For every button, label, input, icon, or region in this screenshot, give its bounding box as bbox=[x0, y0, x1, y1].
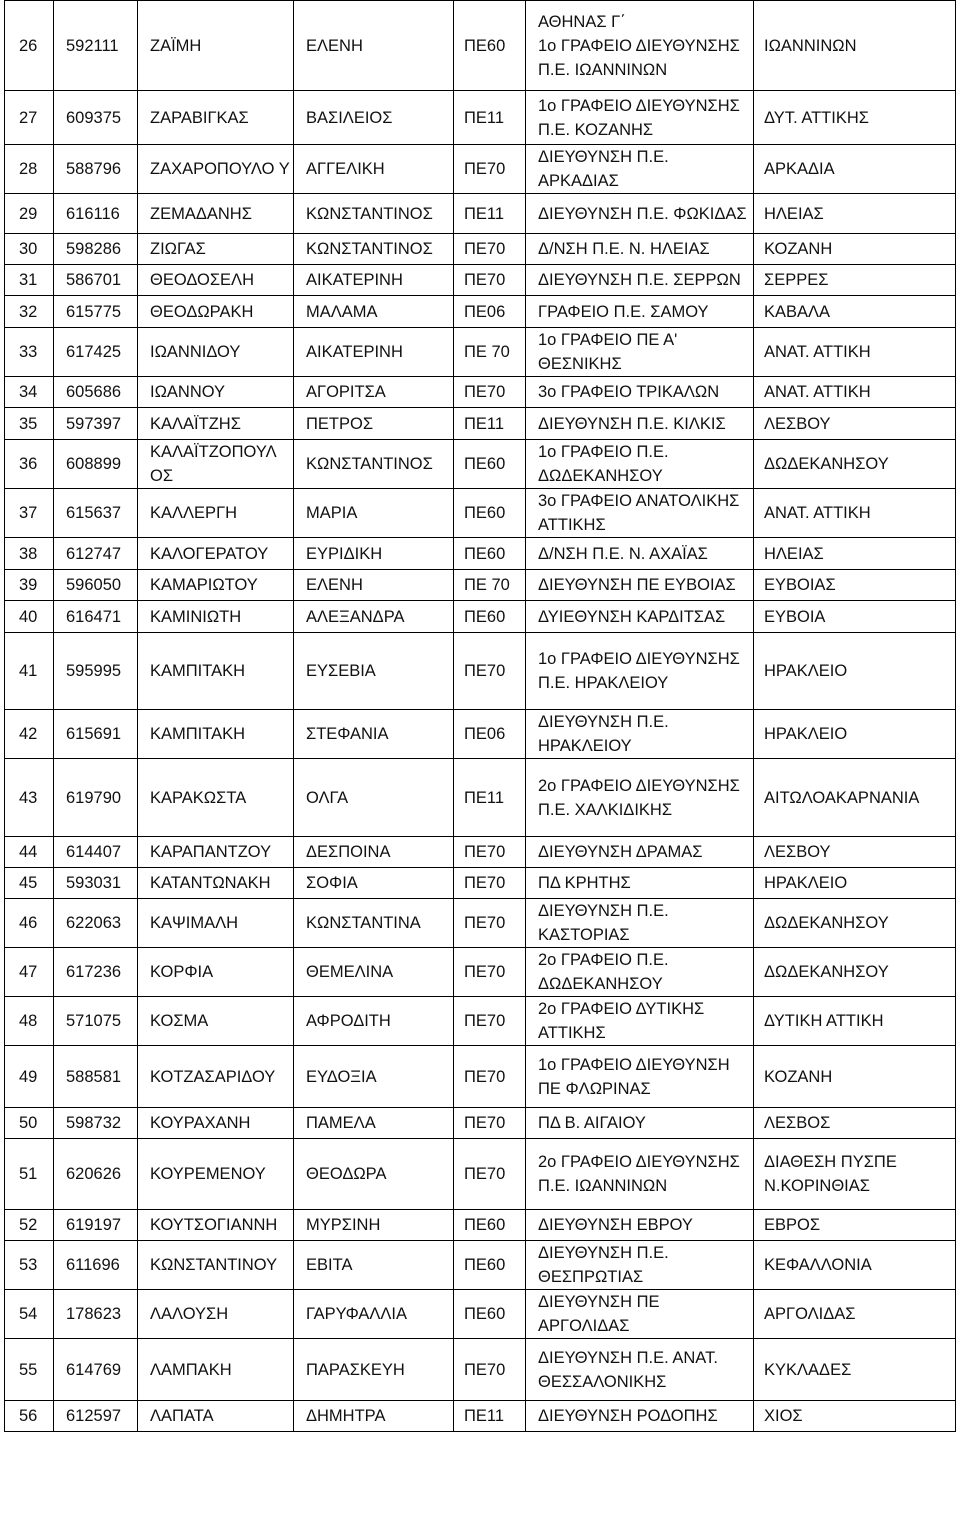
cell-num: 53 bbox=[5, 1241, 54, 1290]
cell-num: 55 bbox=[5, 1339, 54, 1401]
cell-spec: ΠΕ60 bbox=[454, 489, 526, 538]
cell-num: 28 bbox=[5, 145, 54, 194]
table-row bbox=[5, 759, 956, 837]
cell-to: ΛΕΣΒΟΥ bbox=[754, 408, 956, 440]
table-row bbox=[5, 489, 956, 538]
cell-to: ΚΟΖΑΝΗ bbox=[754, 234, 956, 265]
cell-name: ΚΩΝΣΤΑΝΤΙΝΟΣ bbox=[294, 194, 454, 234]
cell-num: 39 bbox=[5, 570, 54, 601]
cell-surname: ΙΩΑΝΝΙΔΟΥ bbox=[138, 328, 294, 377]
cell-from: 3ο ΓΡΑΦΕΙΟ ΤΡΙΚΑΛΩΝ bbox=[526, 377, 754, 408]
cell-from: ΔΙΕΥΘΥΝΣΗ Π.Ε. ΗΡΑΚΛΕΙΟΥ bbox=[526, 710, 754, 759]
cell-spec: ΠΕ11 bbox=[454, 1401, 526, 1432]
cell-code: 615637 bbox=[54, 489, 138, 538]
table-row bbox=[5, 1241, 956, 1290]
table-row bbox=[5, 1339, 956, 1401]
cell-to: ΗΡΑΚΛΕΙΟ bbox=[754, 633, 956, 710]
cell-spec: ΠΕ70 bbox=[454, 1339, 526, 1401]
table-row bbox=[5, 899, 956, 948]
cell-to: ΣΕΡΡΕΣ bbox=[754, 265, 956, 296]
cell-spec: ΠΕ06 bbox=[454, 710, 526, 759]
cell-from: 1ο ΓΡΑΦΕΙΟ ΔΙΕΥΘΥΝΣΗ ΠΕ ΦΛΩΡΙΝΑΣ bbox=[526, 1046, 754, 1108]
cell-num: 51 bbox=[5, 1139, 54, 1210]
cell-surname: ΖΑΪΜΗ bbox=[138, 1, 294, 91]
cell-spec: ΠΕ60 bbox=[454, 1241, 526, 1290]
table-row bbox=[5, 194, 956, 234]
cell-code: 622063 bbox=[54, 899, 138, 948]
cell-to: ΑΝΑΤ. ΑΤΤΙΚΗ bbox=[754, 377, 956, 408]
cell-num: 38 bbox=[5, 538, 54, 570]
table-row bbox=[5, 1290, 956, 1339]
table-row bbox=[5, 1046, 956, 1108]
cell-from: ΠΔ ΚΡΗΤΗΣ bbox=[526, 868, 754, 899]
cell-name: ΕΛΕΝΗ bbox=[294, 1, 454, 91]
cell-to: ΔΥΤΙΚΗ ΑΤΤΙΚΗ bbox=[754, 997, 956, 1046]
table-row bbox=[5, 633, 956, 710]
cell-spec: ΠΕ70 bbox=[454, 234, 526, 265]
cell-to: ΗΡΑΚΛΕΙΟ bbox=[754, 710, 956, 759]
cell-code: 596050 bbox=[54, 570, 138, 601]
cell-surname: ΚΑΡΑΚΩΣΤΑ bbox=[138, 759, 294, 837]
cell-spec: ΠΕ70 bbox=[454, 899, 526, 948]
cell-to: ΔΥΤ. ΑΤΤΙΚΗΣ bbox=[754, 91, 956, 145]
cell-to: ΚΕΦΑΛΛΟΝΙΑ bbox=[754, 1241, 956, 1290]
cell-spec: ΠΕ70 bbox=[454, 265, 526, 296]
cell-from: ΔΙΕΥΘΥΝΣΗ Π.Ε. ΚΙΛΚΙΣ bbox=[526, 408, 754, 440]
cell-surname: ΙΩΑΝΝΟΥ bbox=[138, 377, 294, 408]
cell-name: ΑΓΟΡΙΤΣΑ bbox=[294, 377, 454, 408]
cell-from: ΔΙΕΥΘΥΝΣΗ ΔΡΑΜΑΣ bbox=[526, 837, 754, 868]
cell-surname: ΚΟΣΜΑ bbox=[138, 997, 294, 1046]
cell-code: 611696 bbox=[54, 1241, 138, 1290]
cell-code: 588581 bbox=[54, 1046, 138, 1108]
cell-surname: ΖΑΧΑΡΟΠΟΥΛΟ Υ bbox=[138, 145, 294, 194]
table-row bbox=[5, 1401, 956, 1432]
cell-to: ΕΥΒΟΙΑΣ bbox=[754, 570, 956, 601]
cell-spec: ΠΕ70 bbox=[454, 1139, 526, 1210]
cell-surname: ΚΑΨΙΜΑΛΗ bbox=[138, 899, 294, 948]
cell-code: 592111 bbox=[54, 1, 138, 91]
cell-num: 47 bbox=[5, 948, 54, 997]
cell-spec: ΠΕ70 bbox=[454, 377, 526, 408]
cell-surname: ΚΟΤΖΑΣΑΡΙΔΟΥ bbox=[138, 1046, 294, 1108]
cell-code: 615691 bbox=[54, 710, 138, 759]
cell-surname: ΚΟΥΡΕΜΕΝΟΥ bbox=[138, 1139, 294, 1210]
cell-to: ΛΕΣΒΟΣ bbox=[754, 1108, 956, 1139]
cell-code: 616471 bbox=[54, 601, 138, 633]
cell-to: ΧΙΟΣ bbox=[754, 1401, 956, 1432]
cell-code: 609375 bbox=[54, 91, 138, 145]
cell-code: 586701 bbox=[54, 265, 138, 296]
cell-name: ΘΕΜΕΛΙΝΑ bbox=[294, 948, 454, 997]
cell-surname: ΚΑΜΑΡΙΩΤΟΥ bbox=[138, 570, 294, 601]
cell-name: ΓΑΡΥΦΑΛΛΙΑ bbox=[294, 1290, 454, 1339]
cell-to: ΔΩΔΕΚΑΝΗΣΟΥ bbox=[754, 899, 956, 948]
cell-num: 48 bbox=[5, 997, 54, 1046]
cell-from: 2ο ΓΡΑΦΕΙΟ ΔΙΕΥΘΥΝΣΗΣ Π.Ε. ΧΑΛΚΙΔΙΚΗΣ bbox=[526, 759, 754, 837]
table-row bbox=[5, 296, 956, 328]
cell-surname: ΛΑΠΑΤΑ bbox=[138, 1401, 294, 1432]
cell-num: 56 bbox=[5, 1401, 54, 1432]
cell-name: ΕΛΕΝΗ bbox=[294, 570, 454, 601]
table-row bbox=[5, 837, 956, 868]
cell-spec: ΠΕ60 bbox=[454, 1290, 526, 1339]
cell-num: 42 bbox=[5, 710, 54, 759]
table-row bbox=[5, 710, 956, 759]
cell-to: ΑΡΓΟΛΙΔΑΣ bbox=[754, 1290, 956, 1339]
cell-num: 50 bbox=[5, 1108, 54, 1139]
cell-name: ΕΥΔΟΞΙΑ bbox=[294, 1046, 454, 1108]
cell-from: ΔΙΕΥΘΥΝΣΗ Π.Ε. ΦΩΚΙΔΑΣ bbox=[526, 194, 754, 234]
cell-from: 2ο ΓΡΑΦΕΙΟ ΔΙΕΥΘΥΝΣΗΣ Π.Ε. ΙΩΑΝΝΙΝΩΝ bbox=[526, 1139, 754, 1210]
table-row bbox=[5, 234, 956, 265]
cell-num: 37 bbox=[5, 489, 54, 538]
cell-name: ΒΑΣΙΛΕΙΟΣ bbox=[294, 91, 454, 145]
cell-code: 598286 bbox=[54, 234, 138, 265]
cell-code: 588796 bbox=[54, 145, 138, 194]
cell-from: Δ/ΝΣΗ Π.Ε. Ν. ΗΛΕΙΑΣ bbox=[526, 234, 754, 265]
cell-to: ΔΩΔΕΚΑΝΗΣΟΥ bbox=[754, 440, 956, 489]
cell-code: 571075 bbox=[54, 997, 138, 1046]
cell-from: 1ο ΓΡΑΦΕΙΟ ΠΕ Α' ΘΕΣΝΙΚΗΣ bbox=[526, 328, 754, 377]
cell-spec: ΠΕ11 bbox=[454, 759, 526, 837]
table-row bbox=[5, 601, 956, 633]
cell-spec: ΠΕ11 bbox=[454, 194, 526, 234]
cell-name: ΘΕΟΔΩΡΑ bbox=[294, 1139, 454, 1210]
cell-surname: ΖΙΩΓΑΣ bbox=[138, 234, 294, 265]
cell-surname: ΛΑΛΟΥΣΗ bbox=[138, 1290, 294, 1339]
cell-to: ΚΑΒΑΛΑ bbox=[754, 296, 956, 328]
cell-surname: ΚΟΥΤΣΟΓΙΑΝΝΗ bbox=[138, 1210, 294, 1241]
cell-to: ΕΒΡΟΣ bbox=[754, 1210, 956, 1241]
cell-num: 44 bbox=[5, 837, 54, 868]
cell-code: 595995 bbox=[54, 633, 138, 710]
cell-from: ΔΙΕΥΘΥΝΣΗ ΡΟΔΟΠΗΣ bbox=[526, 1401, 754, 1432]
cell-name: ΚΩΝΣΤΑΝΤΙΝΟΣ bbox=[294, 234, 454, 265]
table-row bbox=[5, 91, 956, 145]
cell-surname: ΚΟΡΦΙΑ bbox=[138, 948, 294, 997]
cell-from: 2ο ΓΡΑΦΕΙΟ Π.Ε. ΔΩΔΕΚΑΝΗΣΟΥ bbox=[526, 948, 754, 997]
cell-from: 1ο ΓΡΑΦΕΙΟ Π.Ε. ΔΩΔΕΚΑΝΗΣΟΥ bbox=[526, 440, 754, 489]
cell-surname: ΚΟΥΡΑΧΑΝΗ bbox=[138, 1108, 294, 1139]
cell-code: 619790 bbox=[54, 759, 138, 837]
table-row bbox=[5, 570, 956, 601]
cell-name: ΣΟΦΙΑ bbox=[294, 868, 454, 899]
cell-num: 35 bbox=[5, 408, 54, 440]
cell-name: ΜΑΛΑΜΑ bbox=[294, 296, 454, 328]
cell-name: ΑΦΡΟΔΙΤΗ bbox=[294, 997, 454, 1046]
cell-surname: ΚΑΛΟΓΕΡΑΤΟΥ bbox=[138, 538, 294, 570]
cell-spec: ΠΕ70 bbox=[454, 633, 526, 710]
cell-name: ΑΙΚΑΤΕΡΙΝΗ bbox=[294, 328, 454, 377]
cell-from: ΔΙΕΥΘΥΝΣΗ ΠΕ ΕΥΒΟΙΑΣ bbox=[526, 570, 754, 601]
cell-name: ΕΒΙΤΑ bbox=[294, 1241, 454, 1290]
cell-code: 614407 bbox=[54, 837, 138, 868]
cell-to: ΕΥΒΟΙΑ bbox=[754, 601, 956, 633]
cell-name: ΕΥΡΙΔΙΚΗ bbox=[294, 538, 454, 570]
cell-to: ΚΥΚΛΑΔΕΣ bbox=[754, 1339, 956, 1401]
cell-from: ΑΘΗΝΑΣ Γ΄ 1ο ΓΡΑΦΕΙΟ ΔΙΕΥΘΥΝΣΗΣ Π.Ε. ΙΩΑΝΝΙΝΩΝ bbox=[526, 1, 754, 91]
cell-code: 608899 bbox=[54, 440, 138, 489]
cell-spec: ΠΕ60 bbox=[454, 1210, 526, 1241]
cell-to: ΗΡΑΚΛΕΙΟ bbox=[754, 868, 956, 899]
cell-spec: ΠΕ60 bbox=[454, 1, 526, 91]
cell-surname: ΚΑΛΑΪΤΖΗΣ bbox=[138, 408, 294, 440]
cell-from: 2ο ΓΡΑΦΕΙΟ ΔΥΤΙΚΗΣ ΑΤΤΙΚΗΣ bbox=[526, 997, 754, 1046]
cell-code: 612747 bbox=[54, 538, 138, 570]
cell-surname: ΚΑΜΙΝΙΩΤΗ bbox=[138, 601, 294, 633]
cell-num: 36 bbox=[5, 440, 54, 489]
cell-to: ΙΩΑΝΝΙΝΩΝ bbox=[754, 1, 956, 91]
cell-name: ΠΑΜΕΛΑ bbox=[294, 1108, 454, 1139]
table-row bbox=[5, 265, 956, 296]
cell-code: 612597 bbox=[54, 1401, 138, 1432]
cell-code: 598732 bbox=[54, 1108, 138, 1139]
cell-from: 3ο ΓΡΑΦΕΙΟ ΑΝΑΤΟΛΙΚΗΣ ΑΤΤΙΚΗΣ bbox=[526, 489, 754, 538]
table-row bbox=[5, 440, 956, 489]
cell-name: ΠΕΤΡΟΣ bbox=[294, 408, 454, 440]
cell-from: 1ο ΓΡΑΦΕΙΟ ΔΙΕΥΘΥΝΣΗΣ Π.Ε. ΗΡΑΚΛΕΙΟΥ bbox=[526, 633, 754, 710]
cell-spec: ΠΕ70 bbox=[454, 868, 526, 899]
cell-surname: ΖΑΡΑΒΙΓΚΑΣ bbox=[138, 91, 294, 145]
cell-to: ΛΕΣΒΟΥ bbox=[754, 837, 956, 868]
transfer-table bbox=[4, 0, 956, 1432]
cell-num: 46 bbox=[5, 899, 54, 948]
cell-name: ΔΕΣΠΟΙΝΑ bbox=[294, 837, 454, 868]
cell-num: 41 bbox=[5, 633, 54, 710]
cell-num: 45 bbox=[5, 868, 54, 899]
cell-name: ΔΗΜΗΤΡΑ bbox=[294, 1401, 454, 1432]
cell-from: ΔΙΕΥΘΥΝΣΗ ΠΕ ΑΡΓΟΛΙΔΑΣ bbox=[526, 1290, 754, 1339]
cell-num: 54 bbox=[5, 1290, 54, 1339]
table-row bbox=[5, 377, 956, 408]
cell-spec: ΠΕ 70 bbox=[454, 570, 526, 601]
cell-name: ΠΑΡΑΣΚΕΥΗ bbox=[294, 1339, 454, 1401]
table-row bbox=[5, 1, 956, 91]
cell-code: 619197 bbox=[54, 1210, 138, 1241]
cell-spec: ΠΕ60 bbox=[454, 601, 526, 633]
cell-surname: ΛΑΜΠΑΚΗ bbox=[138, 1339, 294, 1401]
cell-surname: ΚΩΝΣΤΑΝΤΙΝΟΥ bbox=[138, 1241, 294, 1290]
cell-from: ΔΙΕΥΘΥΝΣΗ Π.Ε. ΑΝΑΤ. ΘΕΣΣΑΛΟΝΙΚΗΣ bbox=[526, 1339, 754, 1401]
cell-to: ΑΡΚΑΔΙΑ bbox=[754, 145, 956, 194]
cell-to: ΗΛΕΙΑΣ bbox=[754, 194, 956, 234]
cell-to: ΑΙΤΩΛΟΑΚΑΡΝΑΝΙΑ bbox=[754, 759, 956, 837]
cell-num: 49 bbox=[5, 1046, 54, 1108]
cell-surname: ΚΑΤΑΝΤΩΝΑΚΗ bbox=[138, 868, 294, 899]
cell-from: ΔΙΕΥΘΥΝΣΗ ΕΒΡΟΥ bbox=[526, 1210, 754, 1241]
cell-from: ΔΙΕΥΘΥΝΣΗ Π.Ε. ΣΕΡΡΩΝ bbox=[526, 265, 754, 296]
cell-code: 620626 bbox=[54, 1139, 138, 1210]
table-row bbox=[5, 328, 956, 377]
cell-from: ΓΡΑΦΕΙΟ Π.Ε. ΣΑΜΟΥ bbox=[526, 296, 754, 328]
cell-num: 26 bbox=[5, 1, 54, 91]
cell-from: ΔΙΕΥΘΥΝΣΗ Π.Ε. ΘΕΣΠΡΩΤΙΑΣ bbox=[526, 1241, 754, 1290]
cell-to: ΗΛΕΙΑΣ bbox=[754, 538, 956, 570]
cell-num: 52 bbox=[5, 1210, 54, 1241]
table-row bbox=[5, 1210, 956, 1241]
cell-to: ΔΙΑΘΕΣΗ ΠΥΣΠΕ Ν.ΚΟΡΙΝΘΙΑΣ bbox=[754, 1139, 956, 1210]
cell-name: ΜΑΡΙΑ bbox=[294, 489, 454, 538]
cell-name: ΚΩΝΣΤΑΝΤΙΝΟΣ bbox=[294, 440, 454, 489]
cell-surname: ΘΕΟΔΩΡΑΚΗ bbox=[138, 296, 294, 328]
cell-surname: ΚΑΛΑΪΤΖΟΠΟΥΛ ΟΣ bbox=[138, 440, 294, 489]
cell-to: ΑΝΑΤ. ΑΤΤΙΚΗ bbox=[754, 328, 956, 377]
table-row bbox=[5, 538, 956, 570]
table-row bbox=[5, 997, 956, 1046]
cell-to: ΚΟΖΑΝΗ bbox=[754, 1046, 956, 1108]
cell-surname: ΚΑΜΠΙΤΑΚΗ bbox=[138, 633, 294, 710]
cell-code: 605686 bbox=[54, 377, 138, 408]
cell-code: 614769 bbox=[54, 1339, 138, 1401]
cell-name: ΜΥΡΣΙΝΗ bbox=[294, 1210, 454, 1241]
cell-from: ΔΥΙΕΘΥΝΣΗ ΚΑΡΔΙΤΣΑΣ bbox=[526, 601, 754, 633]
cell-spec: ΠΕ70 bbox=[454, 997, 526, 1046]
cell-spec: ΠΕ60 bbox=[454, 538, 526, 570]
cell-num: 34 bbox=[5, 377, 54, 408]
cell-from: 1ο ΓΡΑΦΕΙΟ ΔΙΕΥΘΥΝΣΗΣ Π.Ε. ΚΟΖΑΝΗΣ bbox=[526, 91, 754, 145]
cell-from: Δ/ΝΣΗ Π.Ε. Ν. ΑΧΑΪΑΣ bbox=[526, 538, 754, 570]
cell-num: 33 bbox=[5, 328, 54, 377]
table-body bbox=[5, 1, 956, 1432]
cell-spec: ΠΕ11 bbox=[454, 408, 526, 440]
cell-code: 615775 bbox=[54, 296, 138, 328]
cell-surname: ΚΑΜΠΙΤΑΚΗ bbox=[138, 710, 294, 759]
cell-surname: ΚΑΡΑΠΑΝΤΖΟΥ bbox=[138, 837, 294, 868]
cell-spec: ΠΕ70 bbox=[454, 145, 526, 194]
cell-num: 43 bbox=[5, 759, 54, 837]
cell-code: 617425 bbox=[54, 328, 138, 377]
cell-to: ΑΝΑΤ. ΑΤΤΙΚΗ bbox=[754, 489, 956, 538]
cell-num: 32 bbox=[5, 296, 54, 328]
cell-to: ΔΩΔΕΚΑΝΗΣΟΥ bbox=[754, 948, 956, 997]
table-row bbox=[5, 408, 956, 440]
cell-num: 31 bbox=[5, 265, 54, 296]
cell-name: ΑΙΚΑΤΕΡΙΝΗ bbox=[294, 265, 454, 296]
cell-name: ΕΥΣΕΒΙΑ bbox=[294, 633, 454, 710]
cell-name: ΟΛΓΑ bbox=[294, 759, 454, 837]
cell-spec: ΠΕ70 bbox=[454, 837, 526, 868]
cell-code: 616116 bbox=[54, 194, 138, 234]
cell-num: 30 bbox=[5, 234, 54, 265]
cell-surname: ΖΕΜΑΔΑΝΗΣ bbox=[138, 194, 294, 234]
cell-spec: ΠΕ11 bbox=[454, 91, 526, 145]
cell-code: 617236 bbox=[54, 948, 138, 997]
table-row bbox=[5, 1108, 956, 1139]
cell-from: ΠΔ Β. ΑΙΓΑΙΟΥ bbox=[526, 1108, 754, 1139]
table-row bbox=[5, 1139, 956, 1210]
cell-code: 593031 bbox=[54, 868, 138, 899]
cell-from: ΔΙΕΥΘΥΝΣΗ Π.Ε. ΑΡΚΑΔΙΑΣ bbox=[526, 145, 754, 194]
cell-spec: ΠΕ 70 bbox=[454, 328, 526, 377]
cell-name: ΑΛΕΞΑΝΔΡΑ bbox=[294, 601, 454, 633]
cell-surname: ΘΕΟΔΟΣΕΛΗ bbox=[138, 265, 294, 296]
cell-spec: ΠΕ70 bbox=[454, 1046, 526, 1108]
cell-code: 178623 bbox=[54, 1290, 138, 1339]
cell-from: ΔΙΕΥΘΥΝΣΗ Π.Ε. ΚΑΣΤΟΡΙΑΣ bbox=[526, 899, 754, 948]
cell-spec: ΠΕ06 bbox=[454, 296, 526, 328]
table-row bbox=[5, 868, 956, 899]
cell-name: ΚΩΝΣΤΑΝΤΙΝΑ bbox=[294, 899, 454, 948]
cell-spec: ΠΕ70 bbox=[454, 948, 526, 997]
cell-num: 40 bbox=[5, 601, 54, 633]
table-row bbox=[5, 145, 956, 194]
table-row bbox=[5, 948, 956, 997]
cell-spec: ΠΕ60 bbox=[454, 440, 526, 489]
cell-code: 597397 bbox=[54, 408, 138, 440]
cell-name: ΑΓΓΕΛΙΚΗ bbox=[294, 145, 454, 194]
cell-num: 29 bbox=[5, 194, 54, 234]
cell-num: 27 bbox=[5, 91, 54, 145]
cell-surname: ΚΑΛΛΕΡΓΗ bbox=[138, 489, 294, 538]
cell-spec: ΠΕ70 bbox=[454, 1108, 526, 1139]
cell-name: ΣΤΕΦΑΝΙΑ bbox=[294, 710, 454, 759]
